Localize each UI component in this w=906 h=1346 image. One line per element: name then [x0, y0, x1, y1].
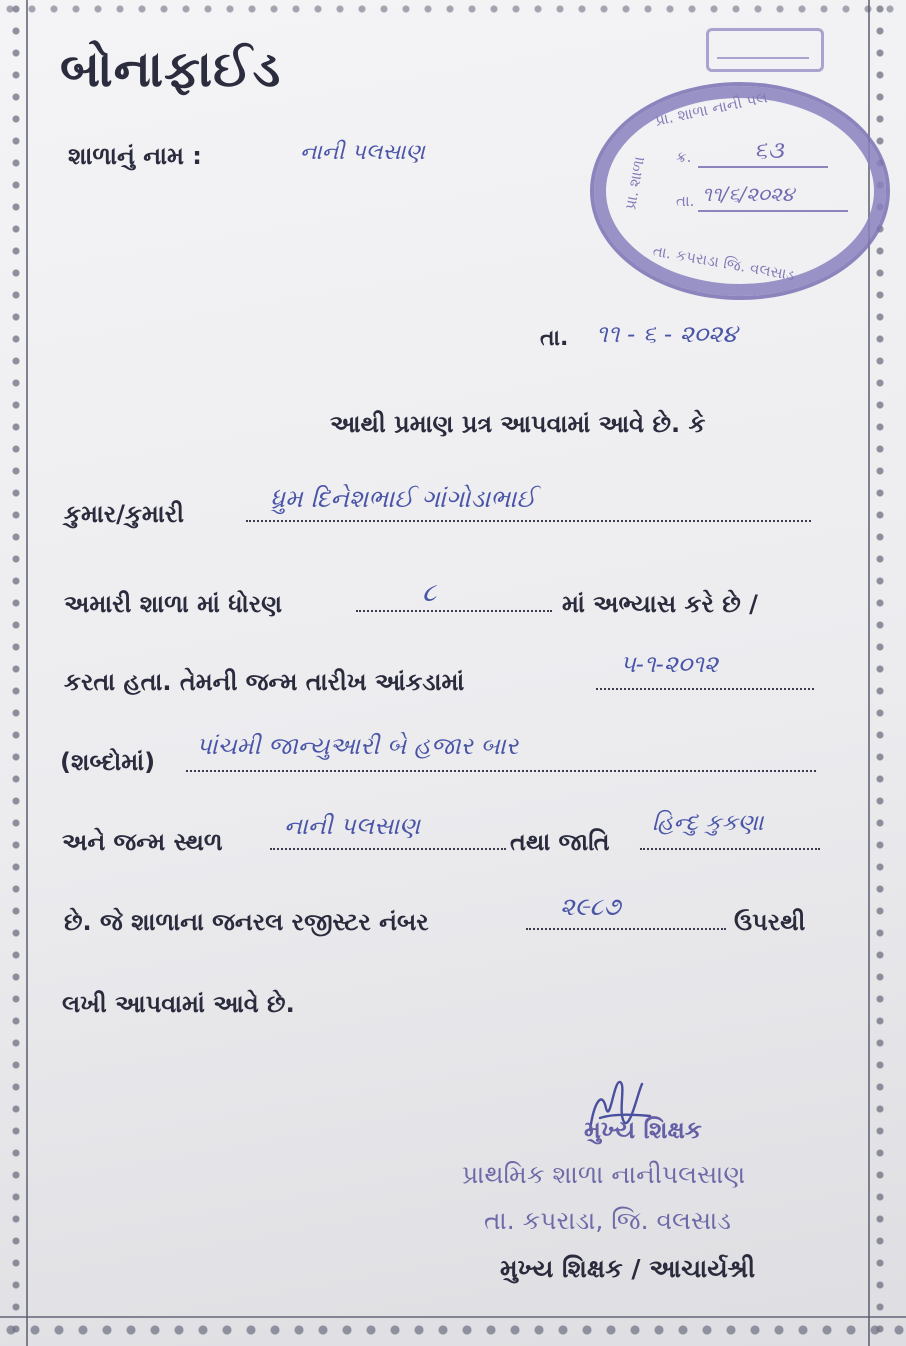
words-dotted-line: [186, 770, 816, 772]
decorative-border-bottom: [0, 1312, 906, 1346]
class-prefix: અમારી શાળા માં ધોરણ: [64, 590, 283, 618]
intro-text: આથી પ્રમાણ પ્રત્ર આપવામાં આવે છે. કે: [330, 410, 706, 438]
role-stamp-text: મુખ્ય શિક્ષક: [584, 1116, 702, 1144]
school-name-label: શાળાનું નામ :: [68, 142, 202, 170]
student-value: ધ્રુમ દિનેશભાઈ ગાંગોડાભાઈ: [270, 484, 536, 513]
decorative-border-left: [0, 0, 34, 1346]
school-round-stamp: [590, 82, 890, 300]
stamp-ring-top: પ્રા. શાળા નાની પલ: [653, 88, 770, 130]
register-prefix: છે. જે શાળાના જનરલ રજીસ્ટર નંબર: [64, 908, 429, 936]
birthplace-dotted-line: [270, 848, 506, 850]
class-suffix: માં અભ્યાસ કરે છે /: [562, 590, 758, 618]
dob-prefix: કરતા હતા. તેમની જન્મ તારીખ આંકડામાં: [64, 668, 465, 696]
dob-dotted-line: [596, 688, 814, 690]
dob-value: ૫-૧-૨૦૧૨: [620, 650, 719, 678]
student-label: કુમાર/કુમારી: [64, 500, 184, 528]
school-name-value: નાની પલસાણ: [300, 140, 425, 165]
footer-designation: મુખ્ય શિક્ષક / આચાર્યશ્રી: [500, 1254, 756, 1283]
birthplace-prefix: અને જન્મ સ્થળ: [62, 828, 223, 856]
stamp-number-line: [698, 166, 828, 168]
date-value: ૧૧ - ૬ - ૨૦૨૪: [596, 320, 738, 348]
date-label: તા.: [540, 326, 569, 351]
decorative-border-top: [0, 0, 906, 22]
caste-dotted-line: [640, 848, 820, 850]
class-value: ૮: [422, 578, 437, 608]
closing-text: લખી આપવામાં આવે છે.: [62, 990, 295, 1018]
words-value: પાંચમી જાન્યુઆરી બે હજાર બાર: [196, 732, 519, 760]
stamp-date-line: [698, 210, 848, 212]
register-value: ૨૯૮૭: [560, 892, 621, 921]
class-dotted-line: [356, 610, 552, 612]
birthplace-value: નાની પલસાણ: [284, 812, 421, 840]
small-rect-stamp: [706, 28, 824, 72]
student-dotted-line: [246, 520, 811, 522]
register-dotted-line: [526, 928, 726, 930]
caste-value: હિન્દુ કુકણા: [652, 810, 764, 836]
stamp-ring-bottom: તા. કપરાડા જિ. વલસાડ: [651, 241, 796, 285]
words-label: (શબ્દોમાં): [60, 748, 156, 776]
caste-label: તથા જાતિ: [510, 828, 610, 856]
small-rect-stamp-line: [717, 37, 809, 59]
stamp-date-label: તા.: [676, 192, 695, 210]
register-suffix: ઉપરથી: [734, 908, 806, 936]
certificate-title: બોનાફાઈડ: [60, 40, 282, 98]
footer-address: તા. કપરાડા, જિ. વલસાડ: [484, 1206, 732, 1235]
stamp-number-value: ૬૩: [754, 136, 784, 164]
footer-school: પ્રાથમિક શાળા નાનીપલસાણ: [462, 1160, 746, 1189]
stamp-ring-left: પ્રા. શાળા: [621, 155, 649, 211]
stamp-date-value: ૧૧/૬/૨૦૨૪: [702, 182, 795, 206]
stamp-number-label: ક્ર.: [676, 148, 692, 166]
